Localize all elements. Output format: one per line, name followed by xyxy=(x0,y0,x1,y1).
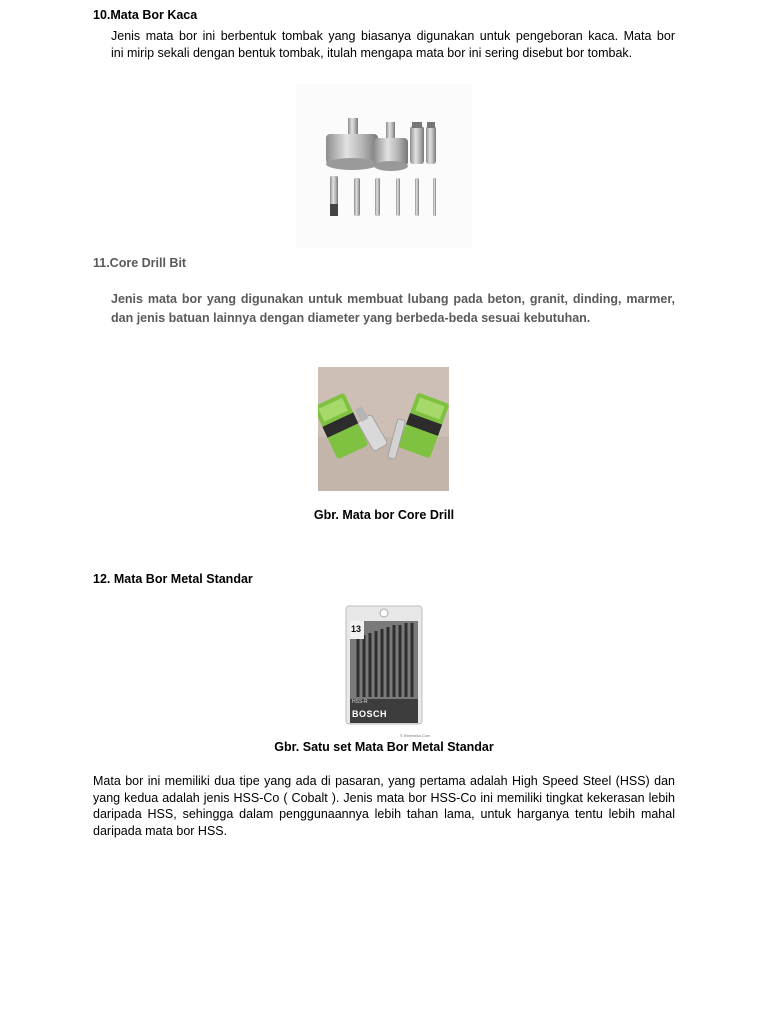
section-12-heading: 12. Mata Bor Metal Standar xyxy=(93,572,253,586)
pack-code-label: HSS-R xyxy=(352,699,368,705)
section-11-line-1: Jenis mata bor yang digunakan untuk membuat lubang pada beton, granit, dinding, marmer, xyxy=(111,292,675,306)
section-10-paragraph xyxy=(111,28,675,62)
section-12-line-4: daripada mata bor HSS. xyxy=(93,823,228,838)
section-12-caption: Gbr. Satu set Mata Bor Metal Standar xyxy=(274,740,494,754)
bosch-logo-text: BOSCH xyxy=(352,709,388,719)
section-10-heading: 10.Mata Bor Kaca xyxy=(93,8,198,22)
section-12-line-3: daripada HSS, sehingga dalam penggunaannya lebih tahan lama, untuk harganya tentu lebih mahal xyxy=(93,807,675,821)
section-12-line-2: yang kedua adalah jenis HSS-Co ( Cobalt ). Jenis mata bor HSS-Co ini memiliki tingkat kekerasan lebih xyxy=(93,790,675,805)
glass-drill-bits-image xyxy=(296,84,472,248)
section-10-line-2: ini mirip sekali dengan bentuk tombak, itulah mengapa mata bor ini sering disebut bor tombak. xyxy=(111,46,633,60)
section-10-line-1: Jenis mata bor ini berbentuk tombak yang biasanya digunakan untuk pengeboran kaca. Mata bor xyxy=(111,29,675,43)
section-12-line-1: Mata bor ini memiliki dua tipe yang ada di pasaran, yang pertama adalah High Speed Steel (HSS) dan xyxy=(93,774,675,788)
section-11-line-2: dan jenis batuan lainnya dengan diameter yang berbeda-beda sesuai kebutuhan. xyxy=(111,311,591,325)
pack-count-label: 13 xyxy=(351,624,362,634)
section-11-heading: 11.Core Drill Bit xyxy=(93,256,187,270)
drill-set-graphic xyxy=(300,603,468,741)
section-11-caption: Gbr. Mata bor Core Drill xyxy=(313,508,455,522)
core-drill-bits-image xyxy=(318,367,449,491)
metal-drill-set-image xyxy=(300,603,468,741)
section-12-paragraph xyxy=(93,773,675,839)
svg-text:© Bhinneka.Com: © Bhinneka.Com xyxy=(400,733,431,738)
section-11-paragraph xyxy=(111,290,675,328)
